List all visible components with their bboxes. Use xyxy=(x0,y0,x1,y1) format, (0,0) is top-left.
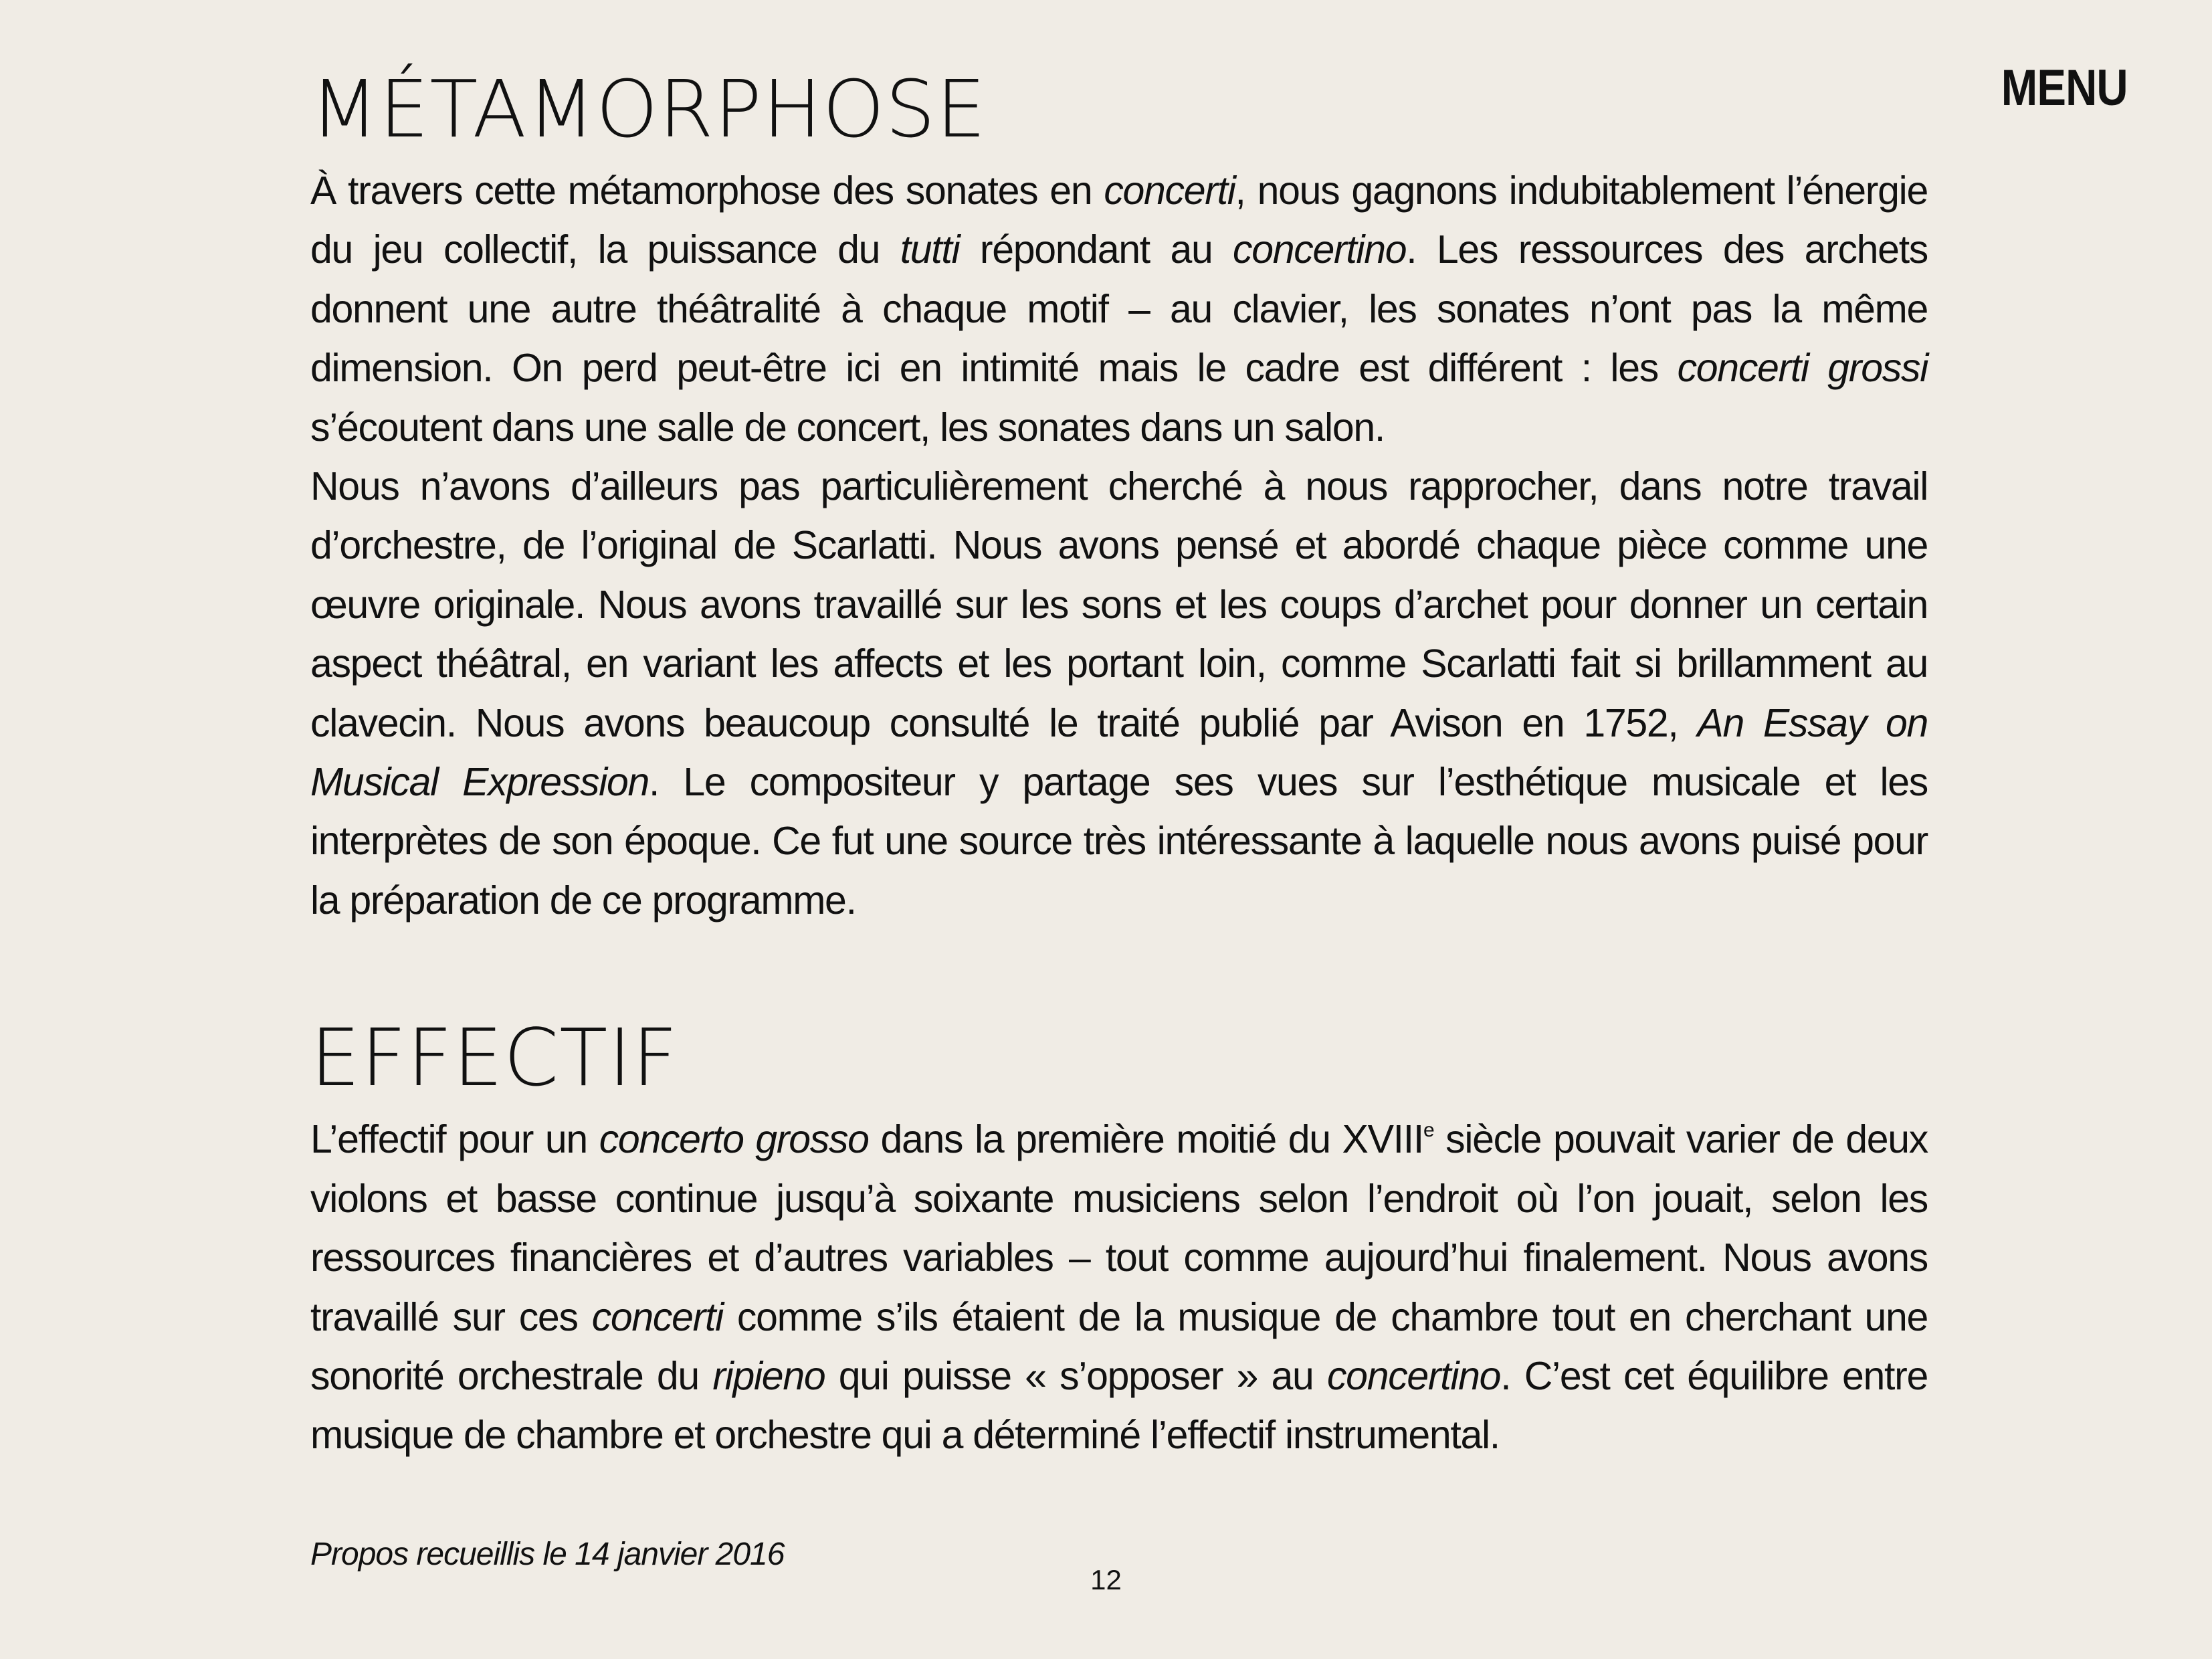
text-run: . Les ressources des archets donnent une autre théâtralité à chaque motif – au clavier, les sonates n’ont pas la même dimension. On perd peut-être ici en intimité mais le cadre est différent : les xyxy=(310,227,1928,391)
text-run: qui puisse « s’opposer » au xyxy=(825,1353,1327,1398)
text-run: comme s’ils étaient de la musique de chambre tout en cherchant une sonorité orchestrale du xyxy=(310,1294,1928,1398)
italic-text: concertino xyxy=(1326,1353,1501,1398)
section-effectif xyxy=(310,1007,1928,1464)
superscript-text: e xyxy=(1423,1119,1434,1142)
paragraph xyxy=(310,457,1928,930)
text-run: Nous n’avons d’ailleurs pas particulièrement cherché à nous rapprocher, dans notre travail d’orchestre, de l’original de Scarlatti. Nous avons pensé et abordé chaque pièce comme une œuvre originale. Nous avons travaillé sur les sons et les coups d’archet pour donner un certain aspect théâtral, en variant les affects et les portant loin, comme Scarlatti fait si brillamment au clavecin. Nous avons beaucoup consulté le traité publié par Avison en 1752, xyxy=(310,464,1928,745)
section-title-metamorphose: MÉTAMORPHOSE xyxy=(310,63,987,155)
italic-text: tutti xyxy=(900,227,960,272)
italic-text: concerti grossi xyxy=(1677,346,1928,391)
paragraph xyxy=(310,161,1928,457)
text-run: , nous gagnons indubitablement l’énergie du jeu collectif, la puissance du xyxy=(310,169,1928,272)
italic-text: ripieno xyxy=(712,1353,825,1398)
article-content xyxy=(310,59,1928,1573)
page-number: 12 xyxy=(1090,1564,1122,1595)
text-run: siècle pouvait varier de deux violons et basse continue jusqu’à soixante musiciens selon l’endroit où l’on jouait, selon les ressources financières et d’autres variables – tout comme aujourd’hui finalement. Nous avons travaillé sur ces xyxy=(310,1117,1928,1339)
section-metamorphose xyxy=(310,59,1928,930)
text-run: À travers cette métamorphose des sonates en xyxy=(310,169,1104,213)
text-run: . C’est cet équilibre entre musique de chambre et orchestre qui a déterminé l’effectif instrumental. xyxy=(310,1353,1928,1458)
italic-text: An Essay on Musical Expression xyxy=(310,700,1928,805)
interview-date-note: Propos recueillis le 14 janvier 2016 xyxy=(310,1536,785,1572)
paragraph xyxy=(310,1110,1928,1464)
text-run: dans la première moitié du XVIII xyxy=(868,1117,1423,1162)
text-run: s’écoutent dans une salle de concert, les sonates dans un salon. xyxy=(310,405,1385,450)
text-run: . Le compositeur y partage ses vues sur l’esthétique musicale et les interprètes de son époque. Ce fut une source très intéressante à laquelle nous avons puisé pour la préparation de ce programme. xyxy=(310,760,1928,922)
menu-button[interactable]: MENU xyxy=(2001,60,2128,116)
section-title-effectif: EFFECTIF xyxy=(310,1011,679,1104)
italic-text: concertino xyxy=(1233,227,1407,272)
italic-text: concerto grosso xyxy=(599,1117,869,1162)
text-run: L’effectif pour un xyxy=(310,1117,599,1162)
text-run: répondant au xyxy=(959,227,1233,272)
italic-text: concerti xyxy=(591,1294,723,1339)
italic-text: concerti xyxy=(1104,169,1235,213)
